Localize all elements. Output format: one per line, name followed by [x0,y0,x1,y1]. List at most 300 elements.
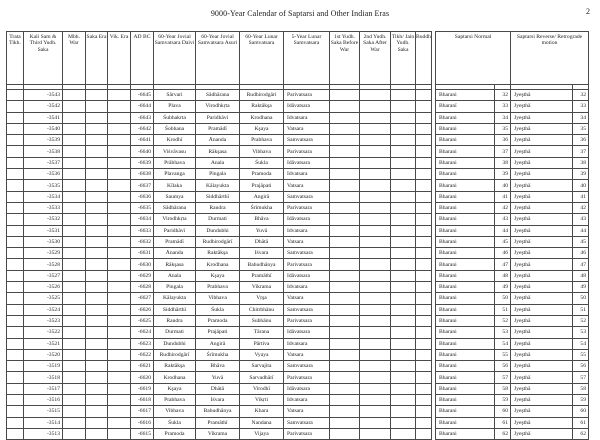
cell-lunar: Śrīmukha [240,202,284,213]
cell-saptarsi-normal: Bharani [436,225,495,236]
cell-vik [108,135,131,146]
cell-lunar: Bahudhānya [240,259,284,270]
cell-saptarsi-normal-number: 32 [495,90,511,101]
cell-daivi: Kşaya [154,383,196,394]
cell-mbh [63,202,86,213]
table-row [7,191,589,202]
cell-saptarsi-reverse-number: 44 [573,225,589,236]
cell-lunar: Śukla [240,157,284,168]
cell-buddh [416,123,432,134]
cell-five-year: Parivatsara [284,372,330,383]
cell-yudh2 [360,157,391,168]
cell-buddh [416,169,432,180]
cell-saka [86,101,108,112]
cell-kali: -3517 [24,383,63,394]
cell-mbh [63,112,86,123]
cell-daivi: Viśvāvasu [154,146,196,157]
cell-saka [86,191,108,202]
page-title: 9000-Year Calendar of Saptarsi and Other Indian Eras [210,9,390,18]
cell-saptarsi-normal: Bharani [436,417,495,428]
cell-saptarsi-normal-number: 58 [495,383,511,394]
cell-yudh2 [360,361,391,372]
cell-saka [86,428,108,439]
cell-yudh1 [330,146,360,157]
cell-saptarsi-reverse-number: 43 [573,214,589,225]
cell-tikh [391,327,416,338]
cell-saka [86,327,108,338]
cell-yudh1 [330,225,360,236]
cell-asuri: Vikrama [196,428,240,439]
col-header: Saptarsi Reverse/ Retrograde motion [511,32,589,85]
cell-five-year: Vatsara [284,293,330,304]
cell-vik [108,191,131,202]
cell-saptarsi-reverse: Jyeşthā [511,180,573,191]
cell-saka [86,90,108,101]
cell-yudh1 [330,282,360,293]
cell-lunar: Subhānu [240,315,284,326]
cell-saptarsi-reverse: Jyeşthā [511,157,573,168]
cell-saptarsi-reverse-number: 53 [573,327,589,338]
cell-saka [86,383,108,394]
cell-saptarsi-reverse-number: 32 [573,90,589,101]
cell-yudh2 [360,395,391,406]
cell-lunar: Vibhava [240,146,284,157]
cell-five-year: Idāvatsara [284,383,330,394]
cell-lunar: Prabhava [240,135,284,146]
cell-tikh [391,180,416,191]
cell-saptarsi-reverse-number: 33 [573,101,589,112]
cell-five-year: Idvatsara [284,338,330,349]
cell-saptarsi-reverse-number: 58 [573,383,589,394]
cell-vik [108,395,131,406]
cell-saka [86,315,108,326]
cell-lunar: Vikṛti [240,395,284,406]
cell-buddh [416,248,432,259]
cell-vik [108,248,131,259]
table-row [7,135,589,146]
cell-five-year: Idāvatsara [284,157,330,168]
cell-trata [7,135,24,146]
cell-mbh [63,327,86,338]
cell-yudh2 [360,146,391,157]
table-row [7,180,589,191]
cell-asuri: Pingala [196,169,240,180]
cell-kali: -3541 [24,112,63,123]
cell-saptarsi-reverse: Jyeşthā [511,327,573,338]
cell-tikh [391,282,416,293]
cell-saptarsi-normal-number: 36 [495,135,511,146]
cell-saptarsi-reverse-number: 60 [573,406,589,417]
cell-mbh [63,90,86,101]
cell-vik [108,428,131,439]
cell-trata [7,202,24,213]
table-body [7,85,589,440]
cell-asuri: Prajāpati [196,327,240,338]
cell-trata [7,180,24,191]
cell-mbh [63,428,86,439]
cell-five-year: Vatsara [284,123,330,134]
cell-kali: -3527 [24,270,63,281]
cell-lunar: Vṛşa [240,293,284,304]
cell-saptarsi-reverse: Jyeşthā [511,270,573,281]
cell-saptarsi-normal-number: 60 [495,406,511,417]
cell-saptarsi-reverse: Jyeşthā [511,236,573,247]
table-row [7,417,589,428]
cell-vik [108,259,131,270]
cell-yudh1 [330,236,360,247]
col-header: 60-Year Jovial Samvatsara Asuri [196,32,240,85]
cell-yudh1 [330,169,360,180]
cell-saptarsi-normal-number: 41 [495,191,511,202]
cell-daivi: Śobhana [154,123,196,134]
col-header: Tikh/ Jain Yudh. Saka [391,32,416,85]
cell-kali: -3518 [24,372,63,383]
cell-lunar: Pramoda [240,169,284,180]
cell-kali: -3534 [24,191,63,202]
cell-trata [7,191,24,202]
cell-saptarsi-reverse-number: 37 [573,146,589,157]
cell-kali: -3513 [24,428,63,439]
cell-yudh2 [360,338,391,349]
cell-saptarsi-normal: Bharani [436,259,495,270]
cell-mbh [63,293,86,304]
cell-yudh2 [360,112,391,123]
cell-mbh [63,259,86,270]
cell-ad: -6616 [131,417,154,428]
cell-five-year: Idāvatsara [284,327,330,338]
cell-yudh1 [330,383,360,394]
cell-asuri: Ānanda [196,135,240,146]
cell-saptarsi-normal-number: 54 [495,338,511,349]
cell-yudh2 [360,293,391,304]
cell-vik [108,293,131,304]
cell-buddh [416,101,432,112]
cell-ad: -6626 [131,304,154,315]
cell-yudh2 [360,270,391,281]
cell-saptarsi-reverse-number: 40 [573,180,589,191]
cell-trata [7,236,24,247]
cell-lunar: Tārana [240,327,284,338]
cell-saptarsi-reverse: Jyeşthā [511,395,573,406]
cell-five-year: Idāvatsara [284,214,330,225]
cell-daivi: Kālayukta [154,293,196,304]
cell-mbh [63,315,86,326]
cell-kali: -3536 [24,169,63,180]
cell-saka [86,417,108,428]
cell-lunar: Iśvara [240,248,284,259]
cell-daivi: Ānanda [154,248,196,259]
cell-saptarsi-normal: Bharani [436,146,495,157]
cell-vik [108,225,131,236]
cell-saptarsi-normal: Bharani [436,282,495,293]
cell-saptarsi-reverse: Jyeşthā [511,248,573,259]
cell-yudh2 [360,191,391,202]
cell-mbh [63,236,86,247]
cell-saptarsi-reverse-number: 50 [573,293,589,304]
cell-yudh1 [330,123,360,134]
cell-asuri: Yuvā [196,372,240,383]
table-row [7,225,589,236]
cell-yudh2 [360,282,391,293]
cell-lunar: Rudhirodgāri [240,90,284,101]
cell-tikh [391,214,416,225]
cell-vik [108,123,131,134]
cell-saptarsi-normal-number: 49 [495,282,511,293]
cell-saptarsi-normal-number: 61 [495,417,511,428]
cell-buddh [416,157,432,168]
cell-ad: -6640 [131,146,154,157]
cell-daivi: Kīlaka [154,180,196,191]
cell-asuri: Pramāthī [196,417,240,428]
cell-trata [7,428,24,439]
cell-saka [86,293,108,304]
cell-saptarsi-normal-number: 34 [495,112,511,123]
cell-saka [86,338,108,349]
col-header: Saka Era [86,32,108,85]
cell-vik [108,270,131,281]
cell-saptarsi-reverse-number: 41 [573,191,589,202]
cell-five-year: Samvatsara [284,135,330,146]
cell-buddh [416,338,432,349]
cell-saptarsi-normal-number: 37 [495,146,511,157]
cell-ad: -6631 [131,248,154,259]
cell-saka [86,304,108,315]
cell-saptarsi-reverse: Jyeşthā [511,135,573,146]
table-row [7,315,589,326]
cell-yudh1 [330,157,360,168]
cell-asuri: Krodhana [196,259,240,270]
cell-trata [7,383,24,394]
cell-ad: -6637 [131,180,154,191]
cell-lunar: Yuvā [240,225,284,236]
cell-saptarsi-reverse: Jyeşthā [511,338,573,349]
cell-five-year: Idvatsara [284,169,330,180]
cell-kali: -3520 [24,349,63,360]
cell-yudh1 [330,293,360,304]
cell-ad: -6620 [131,372,154,383]
cell-saka [86,202,108,213]
cell-lunar: Sarvadhārī [240,372,284,383]
col-header: 60-Year Jovial Samvatsara Daivi [154,32,196,85]
cell-kali: -3531 [24,225,63,236]
cell-five-year: Idvatsara [284,282,330,293]
cell-saptarsi-normal-number: 47 [495,259,511,270]
cell-kali: -3530 [24,236,63,247]
cell-mbh [63,417,86,428]
cell-buddh [416,146,432,157]
cell-mbh [63,225,86,236]
cell-buddh [416,293,432,304]
cell-asuri: Bahudhānya [196,406,240,417]
cell-saptarsi-normal-number: 40 [495,180,511,191]
cell-mbh [63,395,86,406]
cell-yudh2 [360,225,391,236]
cell-kali: -3514 [24,417,63,428]
cell-saptarsi-reverse: Jyeşthā [511,304,573,315]
cell-yudh2 [360,169,391,180]
cell-saptarsi-normal: Bharani [436,315,495,326]
cell-lunar: Bhāva [240,214,284,225]
cell-ad: -6642 [131,123,154,134]
cell-mbh [63,101,86,112]
cell-buddh [416,417,432,428]
cell-saptarsi-normal-number: 38 [495,157,511,168]
cell-kali: -3538 [24,146,63,157]
cell-five-year: Samvatsara [284,361,330,372]
cell-asuri: Dhātā [196,383,240,394]
cell-yudh1 [330,417,360,428]
cell-vik [108,90,131,101]
cell-saptarsi-normal: Bharani [436,157,495,168]
cell-saptarsi-normal: Bharani [436,248,495,259]
cell-saptarsi-reverse-number: 61 [573,417,589,428]
cell-kali: -3524 [24,304,63,315]
cell-saka [86,146,108,157]
col-header: Vik. Era [108,32,131,85]
cell-saka [86,180,108,191]
table-row [7,361,589,372]
cell-five-year: Idāvatsara [284,101,330,112]
cell-kali: -3539 [24,135,63,146]
table-row [7,248,589,259]
cell-saptarsi-normal: Bharani [436,361,495,372]
table-row [7,338,589,349]
cell-asuri: Anala [196,157,240,168]
cell-mbh [63,406,86,417]
cell-five-year: Samvatsara [284,248,330,259]
cell-lunar: Khara [240,406,284,417]
cell-tikh [391,225,416,236]
cell-mbh [63,146,86,157]
cell-saptarsi-reverse-number: 48 [573,270,589,281]
table-row [7,406,589,417]
cell-saka [86,361,108,372]
cell-buddh [416,90,432,101]
cell-saptarsi-normal: Bharani [436,236,495,247]
cell-mbh [63,248,86,259]
cell-saptarsi-normal: Bharani [436,135,495,146]
cell-saptarsi-normal-number: 59 [495,395,511,406]
cell-ad: -6645 [131,90,154,101]
cell-daivi: Śubhakrta [154,112,196,123]
cell-five-year: Idvatsara [284,395,330,406]
cell-daivi: Vibhava [154,406,196,417]
cell-yudh2 [360,180,391,191]
cell-ad: -6639 [131,157,154,168]
cell-asuri: Paridhāvi [196,112,240,123]
cell-tikh [391,270,416,281]
cell-five-year: Idvatsara [284,112,330,123]
cell-ad: -6623 [131,338,154,349]
cell-daivi: Saumya [154,191,196,202]
cell-saptarsi-reverse: Jyeşthā [511,428,573,439]
cell-saptarsi-reverse-number: 52 [573,315,589,326]
cell-tikh [391,259,416,270]
cell-saptarsi-reverse-number: 49 [573,282,589,293]
cell-lunar: Virodhī [240,383,284,394]
cell-vik [108,304,131,315]
cell-trata [7,282,24,293]
table-row [7,202,589,213]
cell-saptarsi-reverse: Jyeşthā [511,349,573,360]
table-row [7,293,589,304]
col-header: AD BC [131,32,154,85]
cell-saptarsi-normal-number: 50 [495,293,511,304]
cell-tikh [391,361,416,372]
cell-saptarsi-reverse-number: 42 [573,202,589,213]
cell-vik [108,101,131,112]
cell-asuri: Virodhkṛta [196,101,240,112]
cell-kali: -3526 [24,282,63,293]
cell-saka [86,270,108,281]
cell-yudh2 [360,428,391,439]
cell-tikh [391,90,416,101]
cell-mbh [63,383,86,394]
cell-ad: -6636 [131,191,154,202]
table-row [7,383,589,394]
cell-saka [86,135,108,146]
cell-yudh2 [360,406,391,417]
cell-asuri: Prabhava [196,282,240,293]
cell-buddh [416,191,432,202]
cell-saptarsi-reverse-number: 56 [573,361,589,372]
cell-saka [86,248,108,259]
cell-trata [7,157,24,168]
cell-saptarsi-reverse: Jyeşthā [511,315,573,326]
cell-saptarsi-normal-number: 42 [495,202,511,213]
cell-saptarsi-reverse-number: 36 [573,135,589,146]
cell-buddh [416,361,432,372]
cell-tikh [391,395,416,406]
cell-mbh [63,338,86,349]
cell-daivi: Paridhāvī [154,225,196,236]
cell-kali: -3528 [24,259,63,270]
cell-saptarsi-reverse: Jyeşthā [511,169,573,180]
cell-yudh1 [330,214,360,225]
cell-kali: -3529 [24,248,63,259]
cell-mbh [63,304,86,315]
cell-yudh2 [360,135,391,146]
cell-buddh [416,372,432,383]
table-row [7,146,589,157]
cell-vik [108,372,131,383]
cell-lunar: Pārtiva [240,338,284,349]
col-header: Kali Sam & Third Yudh. Saka [24,32,63,85]
cell-lunar: Prajāpati [240,180,284,191]
cell-buddh [416,282,432,293]
cell-daivi: Plava [154,101,196,112]
cell-saptarsi-normal-number: 48 [495,270,511,281]
table-row [7,112,589,123]
cell-saptarsi-normal: Bharani [436,90,495,101]
cell-tikh [391,248,416,259]
cell-daivi: Raktākşa [154,361,196,372]
cell-yudh1 [330,315,360,326]
cell-saptarsi-normal-number: 43 [495,214,511,225]
cell-buddh [416,395,432,406]
cell-tikh [391,112,416,123]
cell-saptarsi-reverse-number: 39 [573,169,589,180]
cell-vik [108,202,131,213]
cell-mbh [63,157,86,168]
cell-vik [108,417,131,428]
cell-saka [86,282,108,293]
cell-yudh2 [360,123,391,134]
cell-lunar: Vikrama [240,282,284,293]
cell-saptarsi-reverse-number: 34 [573,112,589,123]
cell-tikh [391,101,416,112]
cell-vik [108,338,131,349]
